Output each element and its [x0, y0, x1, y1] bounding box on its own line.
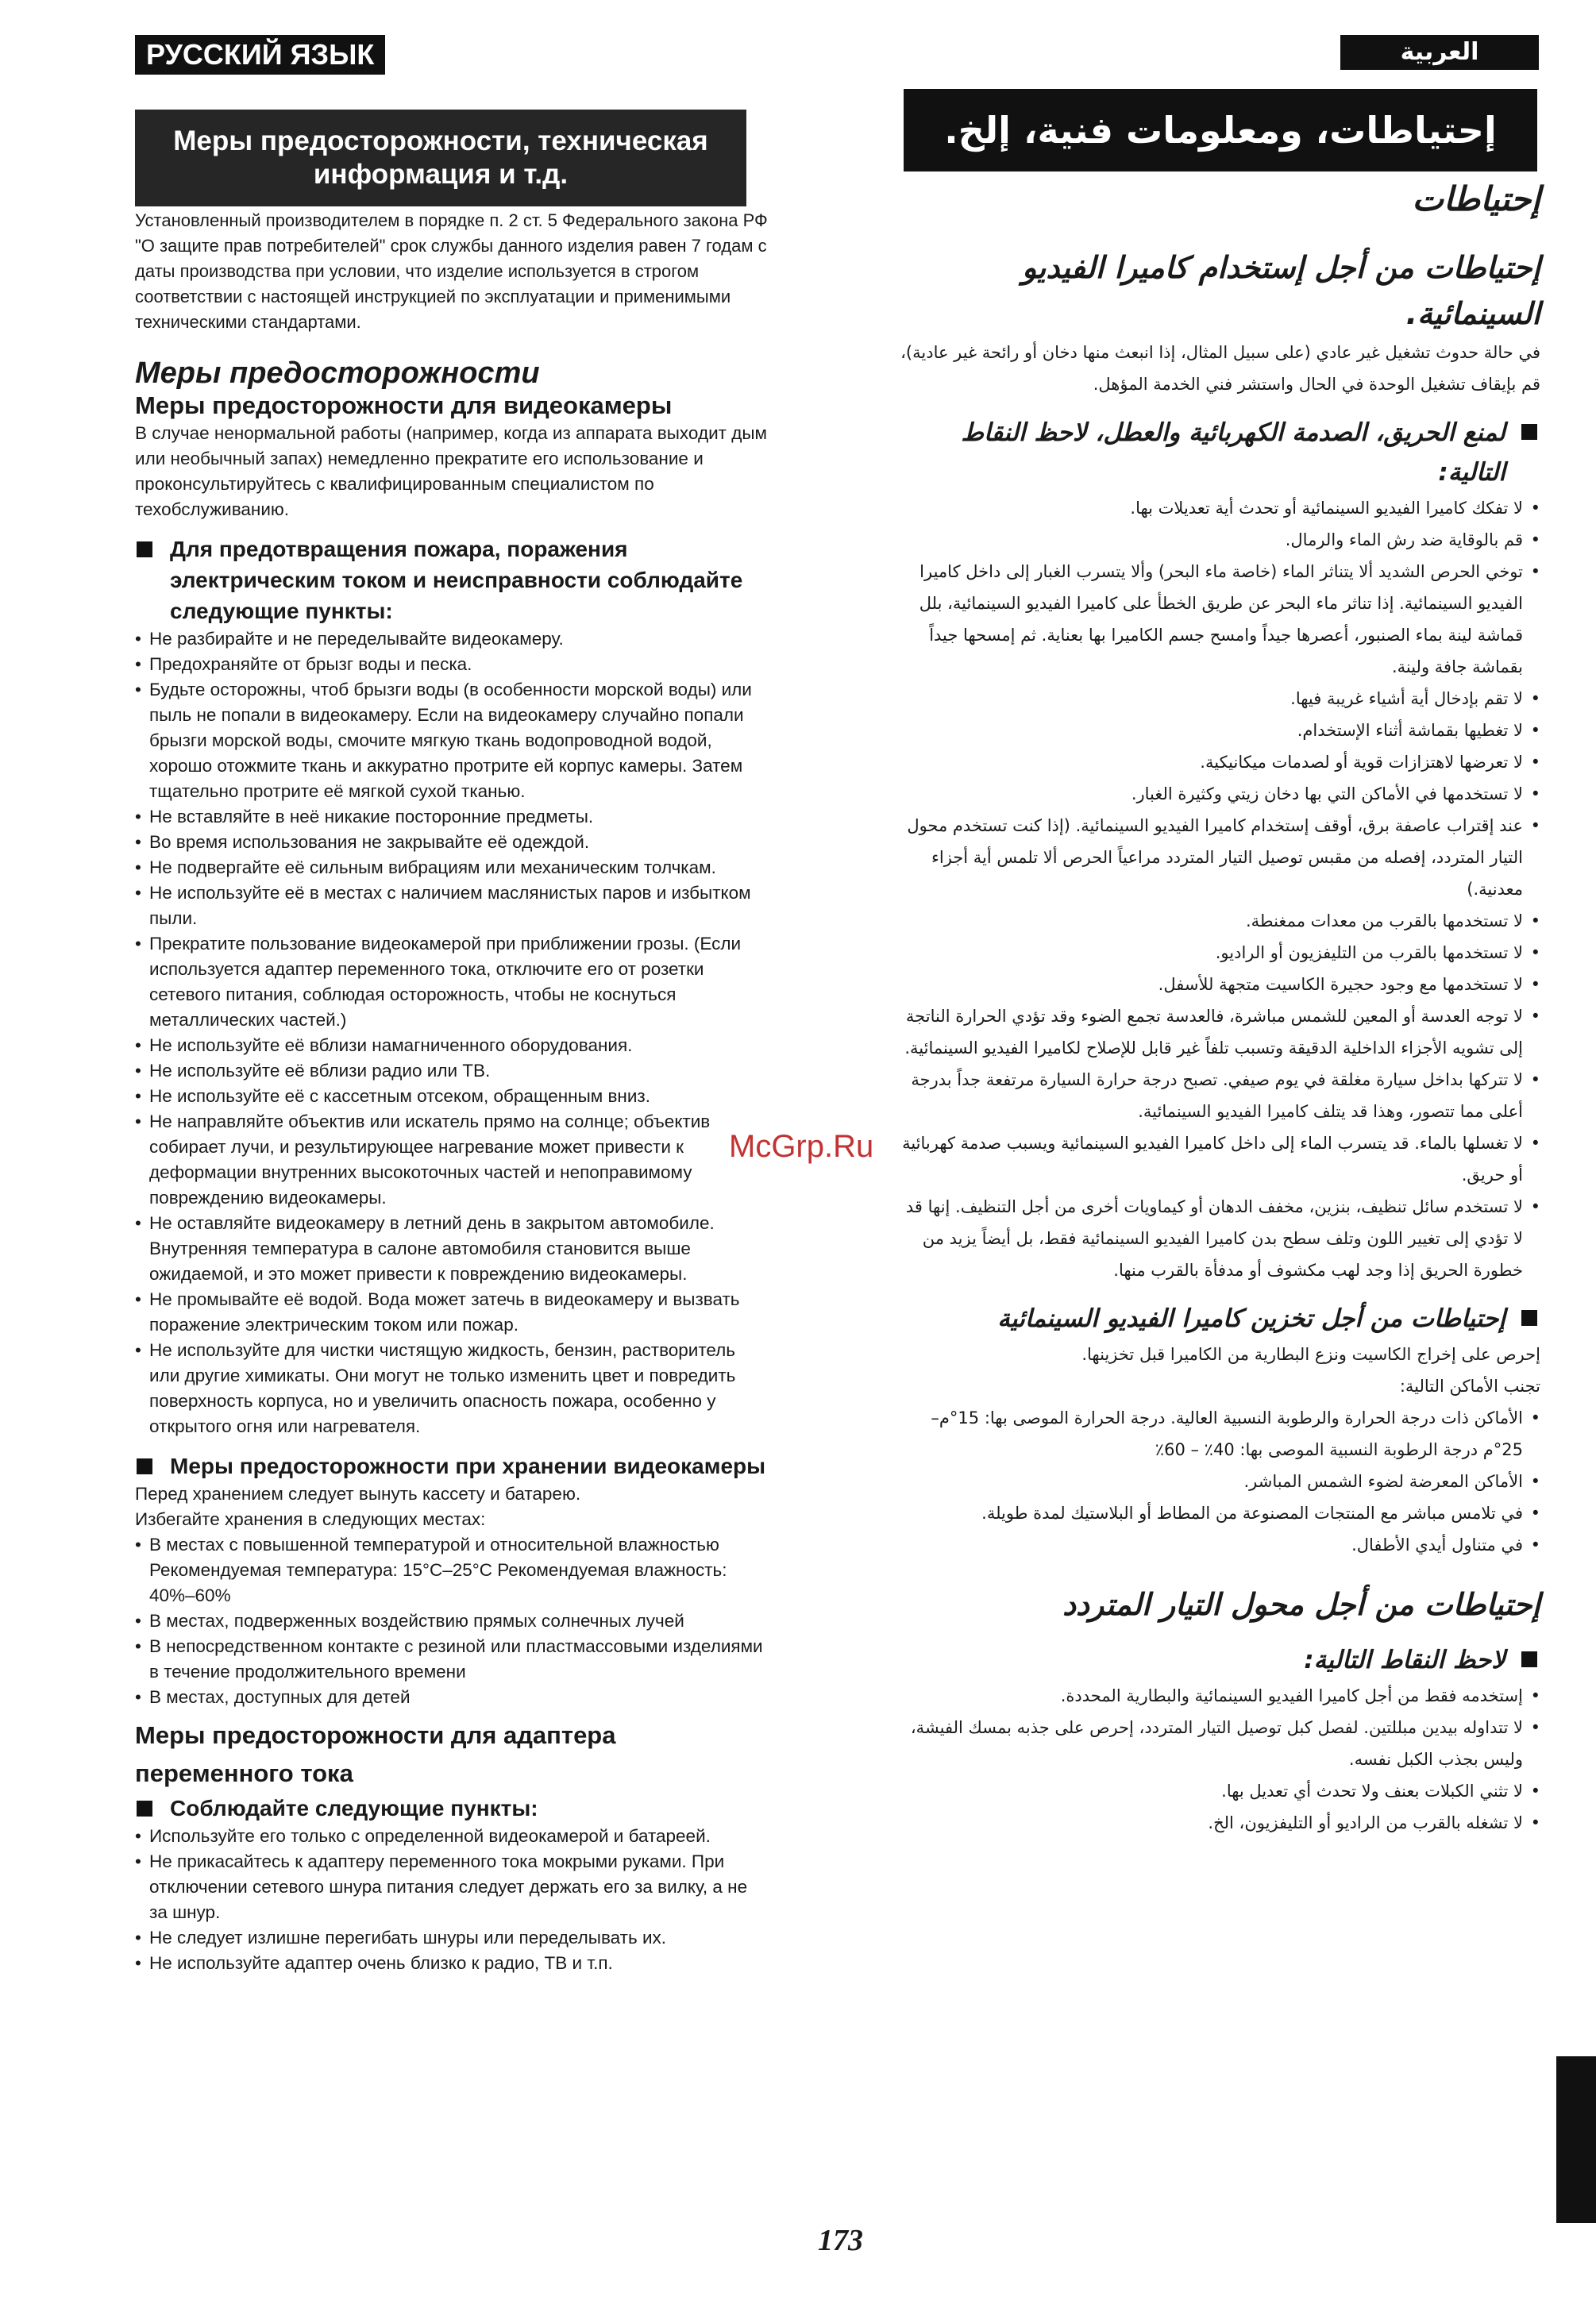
language-tag-arabic: العربية [1340, 35, 1539, 70]
fire-prevention-list-ar [896, 492, 1540, 1286]
list-item: • لا تشغله بالقرب من الراديو أو التليفزيون، الخ. [896, 1807, 1540, 1839]
heading-fire-prevention: Для предотвращения пожара, поражения электрическим током и неисправности соблюдайте следующие пункты: [135, 534, 770, 626]
list-item: • لا تستخدمها بالقرب من التليفزيون أو الراديو. [896, 937, 1540, 969]
list-item: • Не вставляйте в неё никакие посторонние предметы. [135, 804, 770, 830]
list-item: • Не используйте её с кассетным отсеком, обращенным вниз. [135, 1084, 770, 1109]
heading-ac-adapter-ar: إحتياطات من أجل محول التيار المتردد [1062, 1587, 1540, 1622]
heading-camera-precautions: Меры предосторожности для видеокамеры [135, 391, 673, 419]
banner-line-2: информация и т.д. [313, 159, 569, 190]
list-item: • قم بالوقاية ضد رش الماء والرمال. [896, 524, 1540, 556]
list-item: • في تلامس مباشر مع المنتجات المصنوعة من المطاط أو البلاستيك لمدة طويلة. [896, 1497, 1540, 1529]
list-item: • Будьте осторожны, чтоб брызги воды (в особенности морской воды) или пыль не попали в видеокамеру. Если на видеокамеру случайно попали брызги морской воды, смочите мягкую ткань водопроводной водой, хорошо отожмите ткань и аккуратно протрите ей корпус камеры. Затем тщательно протрите её мягкой сухой тканью. [135, 677, 770, 804]
list-item: • Прекратите пользование видеокамерой при приближении грозы. (Если используется адаптер переменного тока, отключите его от розетки сетевого питания, соблюдая осторожность, чтобы не коснуться металлических частей.) [135, 931, 770, 1033]
list-item: • لا تستخدم سائل تنظيف، بنزين، مخفف الدهان أو كيماويات أخرى من أجل التنظيف. إنها قد لا تؤدي إلى تغيير اللون وتلف سطح بدن كاميرا الفيديو السينمائية فقط، بل أيضاً يزيد من خطورة الحريق إذا وجد لهب مكشوف أو مدفأة بالقرب منها. [896, 1191, 1540, 1286]
russian-column [135, 208, 770, 1976]
camera-abnormal-operation-text: В случае ненормальной работы (например, когда из аппарата выходит дым или необычный запах) немедленно прекратите его использование и проконсультируйтесь с квалифицированным специалистом по техобслуживанию. [135, 423, 767, 519]
list-item: • عند إقتراب عاصفة برق، أوقف إستخدام كاميرا الفيديو السينمائية. (إذا كنت تستخدم محول التيار المتردد، إفصله من مقبس توصيل التيار المتردد مراعياً الحرص ألا تلمس أية أجزاء معدنية.) [896, 810, 1540, 905]
language-tag-russian: РУССКИЙ ЯЗЫК [135, 35, 385, 75]
list-item: • Не используйте для чистки чистящую жидкость, бензин, растворитель или другие химикаты. Они могут не только изменить цвет и повредить поверхность корпуса, но и увеличить опасность пожара, особенно у открытого огня или нагревателя. [135, 1338, 770, 1439]
heading-precautions: Меры предосторожности [135, 356, 540, 390]
list-item: • لا تقم بإدخال أية أشياء غريبة فيها. [896, 683, 1540, 715]
list-item: • Не оставляйте видеокамеру в летний день в закрытом автомобиле. Внутренняя температура в салоне автомобиля становится выше ожидаемой, и это может привести к повреждению видеокамеры. [135, 1211, 770, 1287]
list-item: • في متناول أيدي الأطفال. [896, 1529, 1540, 1561]
list-item: • لا تثني الكبلات بعنف ولا تحدث أي تعديل بها. [896, 1775, 1540, 1807]
heading-ac-adapter: Меры предосторожности для адаптера переменного тока [135, 1721, 616, 1787]
page-number: 173 [818, 2224, 863, 2257]
side-thumb-tab [1556, 2056, 1596, 2223]
list-item: • Не используйте адаптер очень близко к радио, ТВ и т.п. [135, 1951, 770, 1976]
camera-abnormal-operation-text-ar: في حالة حدوث تشغيل غير عادي (على سبيل المثال، إذا انبعث منها دخان أو رائحة غير عادية)، قم بإيقاف تشغيل الوحدة في الحال واستشر فني الخدمة المؤهل. [900, 343, 1540, 394]
list-item: • لا تستخدمها مع وجود حجيرة الكاسيت متجهة للأسفل. [896, 969, 1540, 1000]
service-life-note: Установленный производителем в порядке п. 2 ст. 5 Федерального закона РФ "О защите прав потребителей" срок службы данного изделия равен 7 годам с даты производства при условии, что изделие используется в строгом соответствии с настоящей инструкцией по эксплуатации и применимыми техническими стандартами. [135, 210, 768, 332]
banner-line-1: Меры предосторожности, техническая [173, 125, 708, 156]
list-item: • Не прикасайтесь к адаптеру переменного тока мокрыми руками. При отключении сетевого шнура питания следует держать его за вилку, а не за шнур. [135, 1849, 770, 1925]
list-item: • Не направляйте объектив или искатель прямо на солнце; объектив собирает лучи, и результирующее нагревание может привести к деформации внутренних высокоточных частей и непоправимому повреждению видеокамеры. [135, 1109, 770, 1211]
list-item: • Во время использования не закрывайте её одеждой. [135, 830, 770, 855]
heading-fire-prevention-ar: لمنع الحريق، الصدمة الكهربائية والعطل، لاحظ النقاط التالية: [896, 413, 1540, 492]
list-item: • توخي الحرص الشديد ألا يتناثر الماء (خاصة ماء البحر) وألا يتسرب الغبار إلى داخل كاميرا الفيديو السينمائية. إذا تناثر ماء البحر عن طريق الخطأ على كاميرا الفيديو السينمائية، بلل قماشة لينة بماء الصنبور، أعصرها جيداً وامسح جسم الكاميرا بها بعناية. ثم إمسحها جيداً بقماشة جافة ولينة. [896, 556, 1540, 683]
arabic-column [896, 176, 1540, 1839]
list-item: • لا تغطيها بقماشة أثناء الإستخدام. [896, 715, 1540, 746]
storage-avoid-text: Избегайте хранения в следующих местах: [135, 1509, 486, 1529]
list-item: • Не используйте её вблизи радио или ТВ. [135, 1058, 770, 1084]
list-item: • Не используйте её в местах с наличием маслянистых паров и избытком пыли. [135, 880, 770, 931]
list-item: • لا تعرضها لاهتزازات قوية أو لصدمات ميكانيكية. [896, 746, 1540, 778]
adapter-list [135, 1824, 770, 1976]
list-item: • الأماكن المعرضة لضوء الشمس المباشر. [896, 1466, 1540, 1497]
heading-observe-ar: لاحظ النقاط التالية: [896, 1640, 1540, 1680]
list-item: • لا توجه العدسة أو المعين للشمس مباشرة، فالعدسة تجمع الضوء وقد تؤدي الحرارة الناتجة إلى تشويه الأجزاء الداخلية الدقيقة وتسبب تلفاً غير قابل للإصلاح لكاميرا الفيديو السينمائية. [896, 1000, 1540, 1064]
list-item: • لا تستخدمها بالقرب من معدات ممغنطة. [896, 905, 1540, 937]
heading-observe: Соблюдайте следующие пункты: [135, 1793, 770, 1824]
fire-prevention-list [135, 626, 770, 1439]
list-item: • Не следует излишне перегибать шнуры или переделывать их. [135, 1925, 770, 1951]
list-item: • В местах, подверженных воздействию прямых солнечных лучей [135, 1609, 770, 1634]
adapter-list-ar [896, 1680, 1540, 1839]
watermark: McGrp.Ru [729, 1129, 874, 1164]
storage-list [135, 1532, 770, 1710]
storage-text: Перед хранением следует вынуть кассету и батарею. [135, 1484, 581, 1504]
list-item: • В местах с повышенной температурой и относительной влажностью Рекомендуемая температура: 15°C–25°C Рекомендуемая влажность: 40%–60% [135, 1532, 770, 1609]
heading-camera-precautions-ar: إحتياطات من أجل إستخدام كاميرا الفيديو السينمائية. [1022, 250, 1540, 331]
list-item: • Не подвергайте её сильным вибрациям или механическим толчкам. [135, 855, 770, 880]
list-item: • Не разбирайте и не переделывайте видеокамеру. [135, 626, 770, 652]
list-item: • Не промывайте её водой. Вода может затечь в видеокамеру и вызвать поражение электрическим током или пожар. [135, 1287, 770, 1338]
list-item: • الأماكن ذات درجة الحرارة والرطوبة النسبية العالية. درجة الحرارة الموصى بها: 15°م–25°م درجة الرطوبة النسبية الموصى بها: 40٪ – 60٪ [896, 1402, 1540, 1466]
square-bullet-icon [1521, 424, 1537, 440]
square-bullet-icon [137, 541, 152, 557]
storage-avoid-text-ar: تجنب الأماكن التالية: [1399, 1377, 1540, 1396]
section-banner-arabic: إحتياطات، ومعلومات فنية، إلخ. [904, 89, 1537, 171]
heading-precautions-ar: إحتياطات [1412, 179, 1540, 218]
storage-list-ar [896, 1402, 1540, 1561]
list-item: • Предохраняйте от брызг воды и песка. [135, 652, 770, 677]
list-item: • لا تتركها بداخل سيارة مغلقة في يوم صيفي. تصبح درجة حرارة السيارة مرتفعة جداً بدرجة أعلى مما تتصور، وهذا قد يتلف كاميرا الفيديو السينمائية. [896, 1064, 1540, 1127]
list-item: • إستخدمه فقط من أجل كاميرا الفيديو السينمائية والبطارية المحددة. [896, 1680, 1540, 1712]
section-banner-russian [135, 110, 746, 206]
square-bullet-icon [137, 1458, 152, 1474]
list-item: • Используйте его только с определенной видеокамерой и батареей. [135, 1824, 770, 1849]
list-item: • لا تستخدمها في الأماكن التي بها دخان زيتي وكثيرة الغبار. [896, 778, 1540, 810]
storage-text-ar: إحرص على إخراج الكاسيت ونزع البطارية من الكاميرا قبل تخزينها. [1081, 1345, 1540, 1364]
square-bullet-icon [137, 1801, 152, 1817]
list-item: • لا تغسلها بالماء. قد يتسرب الماء إلى داخل كاميرا الفيديو السينمائية ويسبب صدمة كهربائية أو حريق. [896, 1127, 1540, 1191]
list-item: • В местах, доступных для детей [135, 1685, 770, 1710]
list-item: • В непосредственном контакте с резиной или пластмассовыми изделиями в течение продолжительного времени [135, 1634, 770, 1685]
square-bullet-icon [1521, 1651, 1537, 1667]
list-item: • لا تتداوله بيدين مبللتين. لفصل كبل توصيل التيار المتردد، إحرص على جذبه بمسك الفيشة، وليس بجذب الكبل نفسه. [896, 1712, 1540, 1775]
list-item: • Не используйте её вблизи намагниченного оборудования. [135, 1033, 770, 1058]
heading-storage-ar: إحتياطات من أجل تخزين كاميرا الفيديو السينمائية [896, 1299, 1540, 1339]
list-item: • لا تفكك كاميرا الفيديو السينمائية أو تحدث أية تعديلات بها. [896, 492, 1540, 524]
heading-storage: Меры предосторожности при хранении видеокамеры [135, 1451, 770, 1481]
square-bullet-icon [1521, 1310, 1537, 1326]
